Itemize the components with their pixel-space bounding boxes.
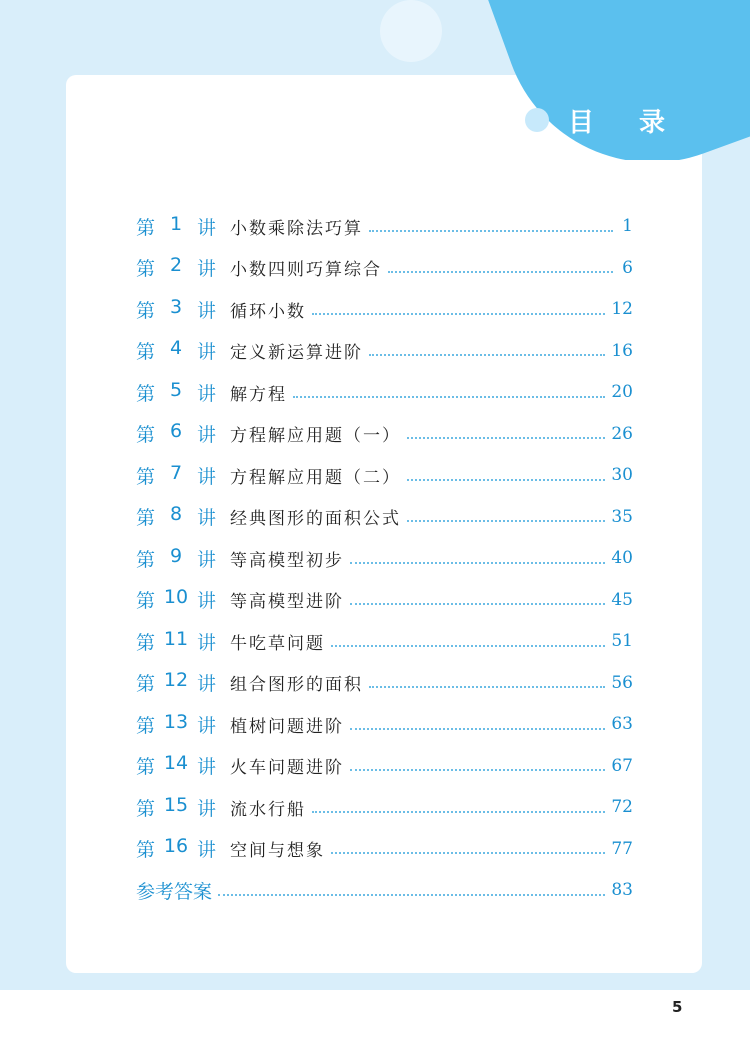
toc-row[interactable] [136, 212, 633, 240]
page-ref: 20 [611, 382, 633, 402]
lesson-prefix: 第 [136, 507, 156, 529]
lesson-prefix: 第 [136, 299, 156, 322]
lesson-title: 方程解应用题（二） [230, 467, 401, 488]
lesson-prefix: 第 [136, 382, 156, 405]
toc-row[interactable] [136, 544, 633, 572]
lesson-label [136, 213, 216, 240]
lesson-title: 火车问题进阶 [230, 758, 344, 778]
lesson-number: 16 [163, 835, 189, 857]
toc-row[interactable] [136, 503, 633, 531]
page-ref: 83 [611, 880, 633, 900]
lesson-number: 3 [169, 295, 183, 318]
lesson-label [136, 628, 216, 655]
lesson-suffix: 讲 [196, 714, 216, 737]
page-ref: 40 [611, 548, 633, 568]
lesson-title: 小数乘除法巧算 [230, 218, 363, 239]
lesson-prefix: 第 [136, 631, 156, 654]
lesson-title: 植树问题进阶 [230, 716, 344, 737]
dot-leader [350, 727, 605, 730]
page-ref: 67 [611, 755, 633, 776]
toc-row[interactable] [136, 586, 633, 614]
lesson-title: 组合图形的面积 [230, 675, 363, 695]
lesson-prefix: 第 [136, 756, 156, 778]
page-title: 目 录 [568, 108, 684, 138]
lesson-prefix: 第 [136, 465, 156, 488]
lesson-title: 经典图形的面积公式 [230, 509, 401, 529]
lesson-suffix: 讲 [196, 797, 216, 820]
page-ref: 30 [611, 465, 633, 485]
lesson-label [136, 835, 216, 862]
dot-leader [312, 312, 605, 315]
lesson-prefix: 第 [136, 216, 156, 239]
lesson-prefix: 第 [136, 673, 156, 695]
lesson-suffix: 讲 [196, 590, 216, 612]
lesson-number: 12 [163, 669, 189, 691]
toc-row[interactable] [136, 337, 633, 365]
dot-leader [331, 644, 605, 647]
lesson-suffix: 讲 [196, 548, 216, 571]
toc-row[interactable] [136, 710, 633, 738]
dot-leader [369, 229, 613, 232]
page-ref: 63 [611, 714, 633, 734]
page-ref: 51 [611, 631, 633, 651]
page-number: 5 [672, 998, 683, 1016]
toc-row[interactable] [136, 295, 633, 323]
lesson-title: 等高模型进阶 [230, 592, 344, 612]
page-ref: 72 [611, 797, 633, 817]
lesson-prefix: 第 [136, 341, 156, 363]
lesson-number: 8 [169, 503, 183, 525]
dot-leader [388, 270, 613, 273]
lesson-number: 11 [163, 627, 189, 650]
lesson-prefix: 第 [136, 548, 156, 571]
page-ref: 45 [611, 589, 633, 610]
lesson-number: 1 [169, 212, 183, 235]
page-bottom-strip [0, 990, 750, 1047]
lesson-label [136, 711, 216, 738]
toc-row[interactable] [136, 752, 633, 780]
lesson-label [136, 379, 216, 406]
lesson-suffix: 讲 [196, 382, 216, 405]
page-ref: 35 [611, 506, 633, 527]
page-ref: 1 [622, 216, 633, 236]
lesson-number: 7 [169, 461, 183, 484]
lesson-title: 流水行船 [230, 799, 306, 820]
lesson-number: 6 [169, 420, 183, 442]
lesson-title: 小数四则巧算综合 [230, 260, 382, 280]
lesson-prefix: 第 [136, 797, 156, 820]
dot-leader [293, 395, 605, 398]
dot-leader [369, 685, 605, 688]
page-ref: 12 [611, 299, 633, 319]
toc-row[interactable] [136, 378, 633, 406]
lesson-prefix: 第 [136, 839, 156, 861]
lesson-number: 14 [163, 752, 189, 774]
lesson-label [136, 503, 216, 530]
toc-row[interactable] [136, 420, 633, 448]
lesson-title: 解方程 [230, 384, 287, 405]
lesson-label [136, 752, 216, 779]
lesson-suffix: 讲 [196, 673, 216, 695]
page-ref: 6 [622, 257, 633, 278]
dot-leader [407, 478, 605, 481]
dot-leader [369, 353, 605, 356]
answers-label: 参考答案 [136, 880, 213, 903]
dot-leader [350, 768, 605, 771]
toc-row-answers[interactable] [136, 876, 633, 904]
dot-leader [350, 602, 605, 605]
lesson-title: 牛吃草问题 [230, 633, 325, 654]
lesson-suffix: 讲 [196, 258, 216, 280]
lesson-suffix: 讲 [196, 465, 216, 488]
page-ref: 26 [611, 423, 633, 444]
dot-leader [407, 436, 605, 439]
lesson-suffix: 讲 [196, 216, 216, 239]
lesson-number: 5 [169, 378, 183, 401]
dot-leader [218, 893, 605, 896]
dot-leader [331, 851, 605, 854]
toc-row[interactable] [136, 461, 633, 489]
lesson-label [136, 337, 216, 364]
lesson-label [136, 420, 216, 447]
lesson-suffix: 讲 [196, 631, 216, 654]
lesson-number: 13 [163, 710, 189, 733]
page-ref: 16 [611, 340, 633, 361]
lesson-number: 15 [163, 793, 189, 816]
page-ref: 77 [611, 838, 633, 859]
lesson-number: 4 [169, 337, 183, 359]
lesson-suffix: 讲 [196, 756, 216, 778]
lesson-suffix: 讲 [196, 507, 216, 529]
lesson-title: 定义新运算进阶 [230, 343, 363, 363]
lesson-label [136, 462, 216, 489]
lesson-title: 等高模型初步 [230, 550, 344, 571]
toc-row[interactable] [136, 669, 633, 697]
lesson-title: 空间与想象 [230, 841, 325, 861]
lesson-number: 9 [169, 544, 183, 567]
lesson-label [136, 254, 216, 281]
lesson-label [136, 586, 216, 613]
toc-row[interactable] [136, 793, 633, 821]
lesson-prefix: 第 [136, 258, 156, 280]
lesson-label [136, 669, 216, 696]
lesson-number: 2 [169, 254, 183, 276]
dot-leader [407, 519, 605, 522]
page-ref: 56 [611, 672, 633, 693]
toc-row[interactable] [136, 254, 633, 282]
lesson-label [136, 794, 216, 821]
lesson-label [136, 545, 216, 572]
lesson-number: 10 [163, 586, 189, 608]
lesson-suffix: 讲 [196, 299, 216, 322]
title-dot-icon [525, 108, 549, 132]
dot-leader [312, 810, 605, 813]
lesson-suffix: 讲 [196, 839, 216, 861]
lesson-title: 循环小数 [230, 301, 306, 322]
toc-row[interactable] [136, 627, 633, 655]
lesson-title: 方程解应用题（一） [230, 426, 401, 446]
toc-row[interactable] [136, 835, 633, 863]
lesson-prefix: 第 [136, 714, 156, 737]
lesson-suffix: 讲 [196, 341, 216, 363]
lesson-prefix: 第 [136, 424, 156, 446]
dot-leader [350, 561, 605, 564]
lesson-suffix: 讲 [196, 424, 216, 446]
lesson-label [136, 296, 216, 323]
lesson-prefix: 第 [136, 590, 156, 612]
